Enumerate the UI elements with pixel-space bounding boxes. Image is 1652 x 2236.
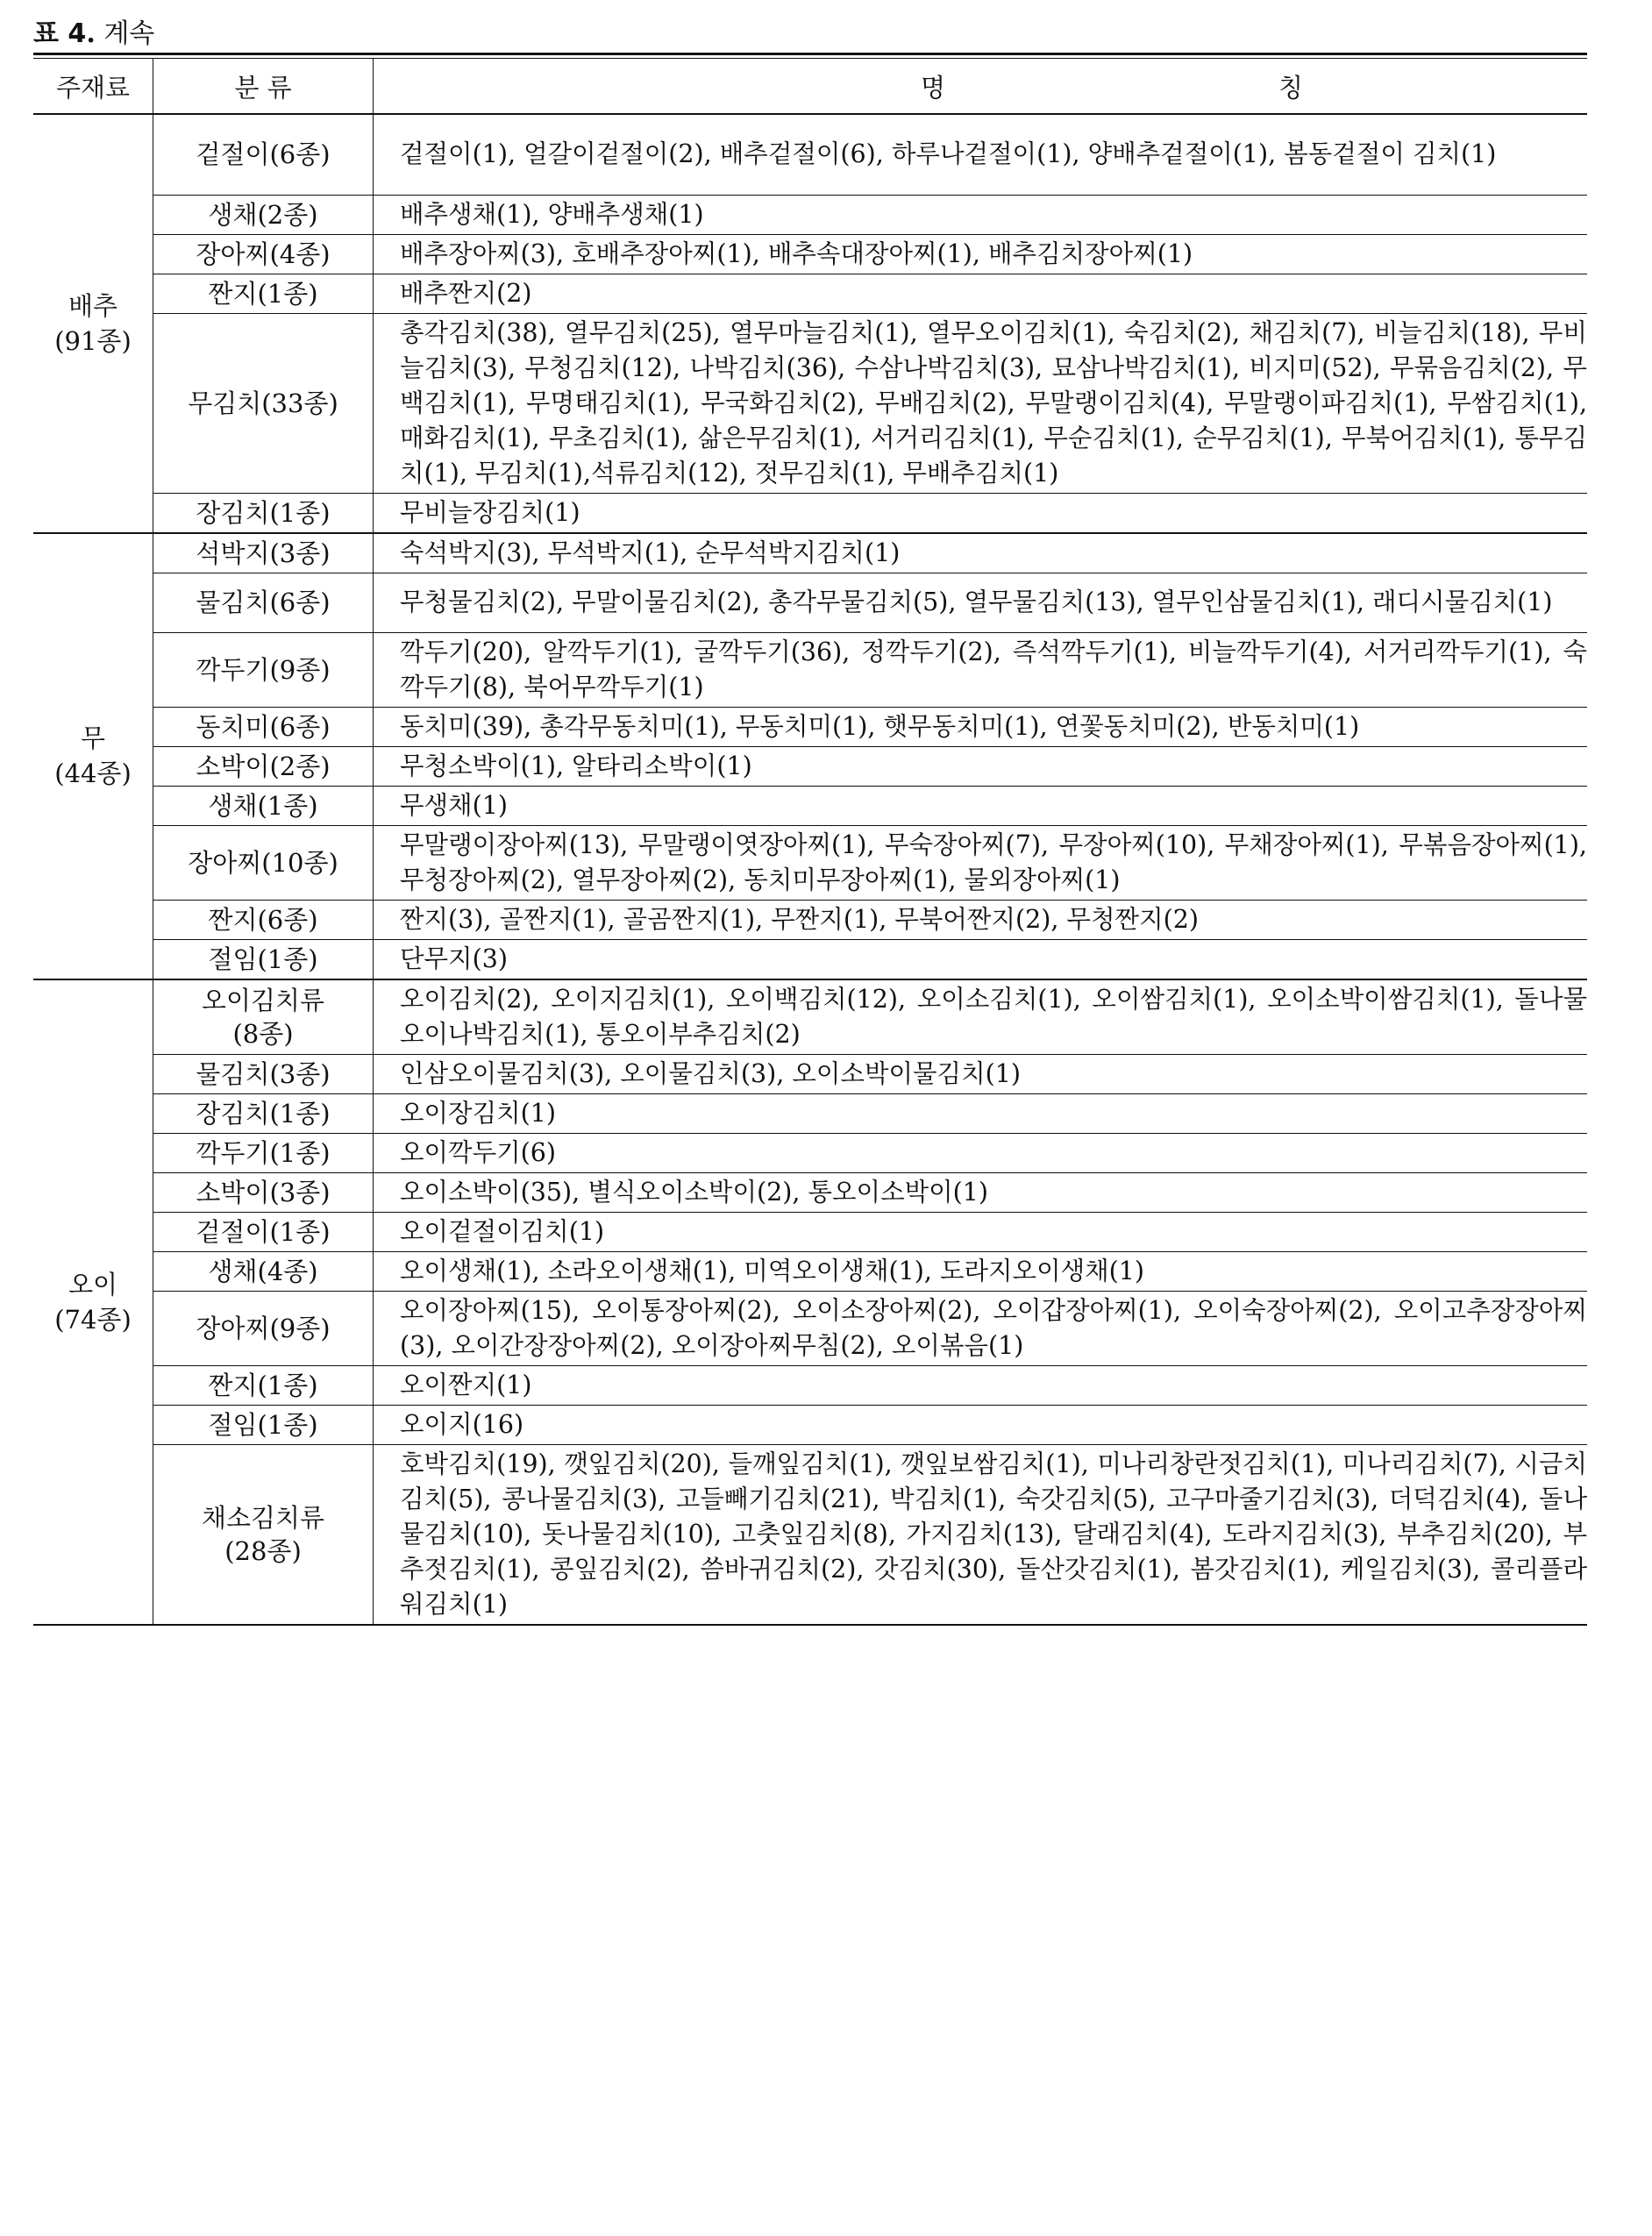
- main-material-cell: 오이 (74종): [33, 979, 153, 1625]
- names-cell: 오이장아찌(15), 오이통장아찌(2), 오이소장아찌(2), 오이갑장아찌(1), 오이숙장아찌(2), 오이고추장장아찌(3), 오이간장장아찌(2), 오이장아찌무침(2), 오이볶음(1): [374, 1291, 1588, 1365]
- table-row: [33, 1405, 1587, 1444]
- names-cell: 동치미(39), 총각무동치미(1), 무동치미(1), 햇무동치미(1), 연꽃동치미(2), 반동치미(1): [374, 707, 1588, 746]
- table-row: [33, 900, 1587, 939]
- names-cell: 겉절이(1), 얼갈이겉절이(2), 배추겉절이(6), 하루나겉절이(1), 양배추겉절이(1), 봄동겉절이 김치(1): [374, 114, 1588, 195]
- category-cell: 생채(4종): [153, 1251, 374, 1291]
- names-cell: 오이장김치(1): [374, 1093, 1588, 1133]
- category-cell: 물김치(6종): [153, 573, 374, 632]
- table-row: [33, 1093, 1587, 1133]
- table-row: [33, 939, 1587, 979]
- table-row: [33, 1054, 1587, 1093]
- table-row: [33, 234, 1587, 274]
- category-cell: 장아찌(10종): [153, 825, 374, 900]
- table-number: 표 4: [33, 18, 87, 49]
- names-cell: 오이생채(1), 소라오이생채(1), 미역오이생채(1), 도라지오이생채(1): [374, 1251, 1588, 1291]
- table-row: [33, 533, 1587, 573]
- names-cell: 배추장아찌(3), 호배추장아찌(1), 배추속대장아찌(1), 배추김치장아찌(1): [374, 234, 1588, 274]
- category-cell: 장김치(1종): [153, 1093, 374, 1133]
- names-cell: 오이지(16): [374, 1405, 1588, 1444]
- category-cell: 석박지(3종): [153, 533, 374, 573]
- names-cell: 무청물김치(2), 무말이물김치(2), 총각무물김치(5), 열무물김치(13), 열무인삼물김치(1), 래디시물김치(1): [374, 573, 1588, 632]
- names-cell: 짠지(3), 골짠지(1), 골곰짠지(1), 무짠지(1), 무북어짠지(2), 무청짠지(2): [374, 900, 1588, 939]
- category-cell: 절임(1종): [153, 1405, 374, 1444]
- table-row: [33, 1133, 1587, 1172]
- names-cell: 무청소박이(1), 알타리소박이(1): [374, 746, 1588, 786]
- names-cell: 오이김치(2), 오이지김치(1), 오이백김치(12), 오이소김치(1), 오이쌈김치(1), 오이소박이쌈김치(1), 돌나물오이나박김치(1), 통오이부추김치(2): [374, 979, 1588, 1055]
- names-cell: 오이짠지(1): [374, 1365, 1588, 1405]
- names-cell: 호박김치(19), 깻잎김치(20), 들깨잎김치(1), 깻잎보쌈김치(1), 미나리창란젓김치(1), 미나리김치(7), 시금치김치(5), 콩나물김치(3), 고들빼기김치(21), 박김치(1), 숙갓김치(5), 고구마줄기김치(3), 더덕김치(4), 돌나물김치(10), 돗나물김치(10), 고춧잎김치(8), 가지김치(13), 달래김치(4), 도라지김치(3), 부추김치(20), 부추젓김치(1), 콩잎김치(2), 씀바귀김치(2), 갓김치(30), 돌산갓김치(1), 봄갓김치(1), 케일김치(3), 콜리플라워김치(1): [374, 1444, 1588, 1625]
- names-cell: 오이깍두기(6): [374, 1133, 1588, 1172]
- category-cell: 겉절이(1종): [153, 1212, 374, 1251]
- category-cell: 장김치(1종): [153, 493, 374, 533]
- category-cell: 장아찌(9종): [153, 1291, 374, 1365]
- category-cell: 짠지(1종): [153, 274, 374, 313]
- table-row: [33, 979, 1587, 1055]
- main-material-cell: 무 (44종): [33, 533, 153, 979]
- header-name-first: 명: [920, 72, 945, 103]
- table-row: [33, 274, 1587, 313]
- table-row: [33, 1291, 1587, 1365]
- category-cell: 물김치(3종): [153, 1054, 374, 1093]
- category-cell: 채소김치류 (28종): [153, 1444, 374, 1625]
- category-cell: 깍두기(1종): [153, 1133, 374, 1172]
- top-double-rule: [33, 53, 1587, 59]
- header-name: [374, 59, 1588, 114]
- category-cell: 깍두기(9종): [153, 632, 374, 707]
- table-row: [33, 746, 1587, 786]
- table-row: [33, 1251, 1587, 1291]
- category-cell: 생채(1종): [153, 786, 374, 825]
- table-row: [33, 195, 1587, 234]
- table-caption: 표 4. 계속: [33, 18, 155, 49]
- names-cell: 깍두기(20), 알깍두기(1), 굴깍두기(36), 정깍두기(2), 즉석깍두기(1), 비늘깍두기(4), 서거리깍두기(1), 숙깍두기(8), 북어무깍두기(1): [374, 632, 1588, 707]
- category-cell: 겉절이(6종): [153, 114, 374, 195]
- table-row: [33, 493, 1587, 533]
- category-cell: 절임(1종): [153, 939, 374, 979]
- table-row: [33, 573, 1587, 632]
- main-material-cell: 배추 (91종): [33, 114, 153, 533]
- table-row: [33, 1444, 1587, 1625]
- table-body: [33, 114, 1587, 1625]
- names-cell: 단무지(3): [374, 939, 1588, 979]
- category-cell: 짠지(6종): [153, 900, 374, 939]
- table-row: [33, 1365, 1587, 1405]
- names-cell: 무비늘장김치(1): [374, 493, 1588, 533]
- header-main-material: 주재료: [33, 59, 153, 114]
- table-row: [33, 313, 1587, 493]
- names-cell: 오이겉절이김치(1): [374, 1212, 1588, 1251]
- table-row: [33, 786, 1587, 825]
- table-row: [33, 114, 1587, 195]
- table-row: [33, 707, 1587, 746]
- names-cell: 배추짠지(2): [374, 274, 1588, 313]
- category-cell: 소박이(2종): [153, 746, 374, 786]
- table-row: [33, 1172, 1587, 1212]
- category-cell: 짠지(1종): [153, 1365, 374, 1405]
- names-cell: 인삼오이물김치(3), 오이물김치(3), 오이소박이물김치(1): [374, 1054, 1588, 1093]
- header-name-second: 칭: [1278, 72, 1304, 103]
- names-cell: 배추생채(1), 양배추생채(1): [374, 195, 1588, 234]
- category-cell: 동치미(6종): [153, 707, 374, 746]
- names-cell: 오이소박이(35), 별식오이소박이(2), 통오이소박이(1): [374, 1172, 1588, 1212]
- header-category: 분 류: [153, 59, 374, 114]
- document-page: [33, 16, 1587, 1626]
- category-cell: 장아찌(4종): [153, 234, 374, 274]
- names-cell: 숙석박지(3), 무석박지(1), 순무석박지김치(1): [374, 533, 1588, 573]
- header-row: [33, 59, 1587, 114]
- names-cell: 무생채(1): [374, 786, 1588, 825]
- table-row: [33, 825, 1587, 900]
- kimchi-classification-table: [33, 59, 1587, 1626]
- category-cell: 생채(2종): [153, 195, 374, 234]
- names-cell: 총각김치(38), 열무김치(25), 열무마늘김치(1), 열무오이김치(1), 숙김치(2), 채김치(7), 비늘김치(18), 무비늘김치(3), 무청김치(12), 나박김치(36), 수삼나박김치(3), 묘삼나박김치(1), 비지미(52), 무묶음김치(2), 무백김치(1), 무명태김치(1), 무국화김치(2), 무배김치(2), 무말랭이김치(4), 무말랭이파김치(1), 무쌈김치(1), 매화김치(1), 무초김치(1), 삶은무김치(1), 서거리김치(1), 무순김치(1), 순무김치(1), 무북어김치(1), 통무김치(1), 무김치(1),석류김치(12), 젓무김치(1), 무배추김치(1): [374, 313, 1588, 493]
- category-cell: 소박이(3종): [153, 1172, 374, 1212]
- category-cell: 무김치(33종): [153, 313, 374, 493]
- table-row: [33, 632, 1587, 707]
- table-row: [33, 1212, 1587, 1251]
- names-cell: 무말랭이장아찌(13), 무말랭이엿장아찌(1), 무숙장아찌(7), 무장아찌(10), 무채장아찌(1), 무볶음장아찌(1), 무청장아찌(2), 열무장아찌(2), 동치미무장아찌(1), 물외장아찌(1): [374, 825, 1588, 900]
- caption-text: 계속: [103, 18, 155, 49]
- category-cell: 오이김치류 (8종): [153, 979, 374, 1055]
